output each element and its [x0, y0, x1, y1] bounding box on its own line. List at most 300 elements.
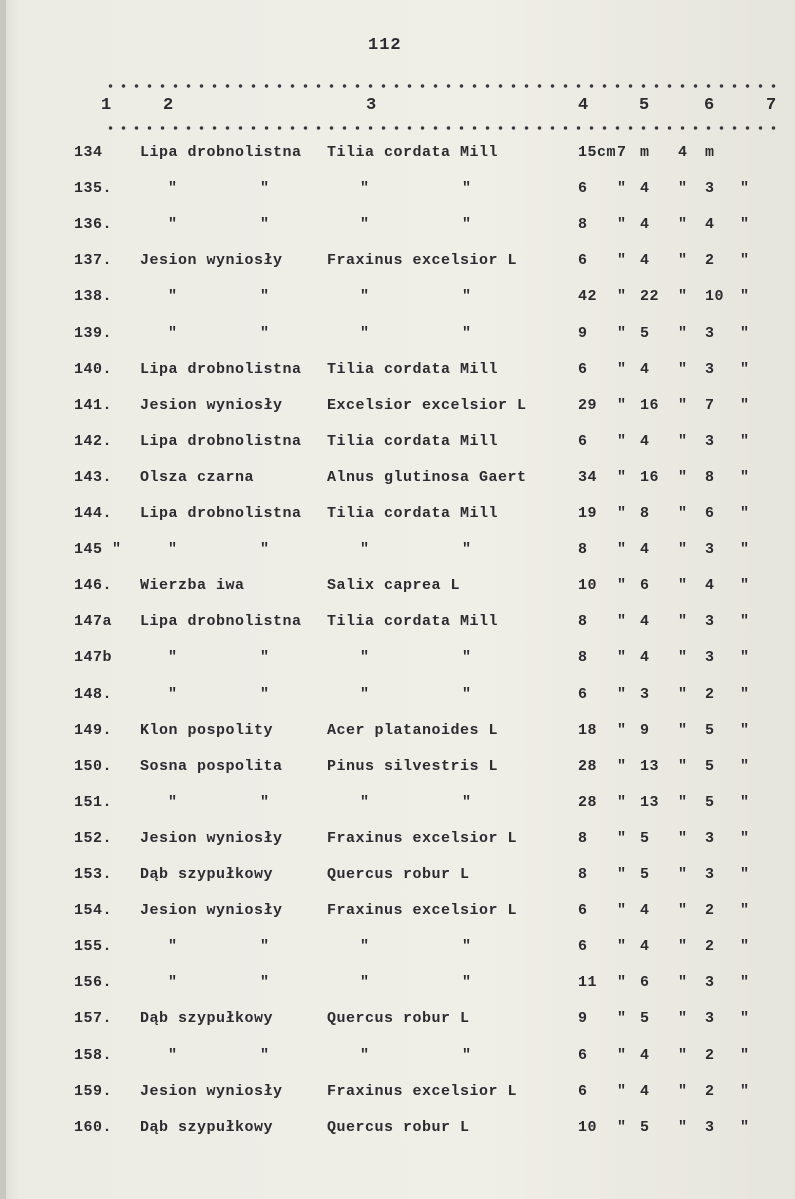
unit-col5: " — [678, 361, 688, 378]
unit-col4: " — [617, 830, 627, 847]
unit-col6: " — [740, 1119, 750, 1136]
value-col4: 19 — [578, 505, 598, 522]
unit-col6: " — [740, 686, 750, 703]
value-col4: 8 — [578, 541, 588, 558]
unit-col5: " — [678, 397, 688, 414]
value-col5: 22 — [640, 288, 660, 305]
value-col4: 8 — [578, 649, 588, 666]
latin-name: Quercus robur L — [327, 1119, 470, 1136]
value-col5: 3 — [640, 686, 650, 703]
unit-col6: " — [740, 469, 750, 486]
value-col5: 5 — [640, 1010, 650, 1027]
polish-name-ditto-2: " — [260, 325, 270, 342]
value-col6: 3 — [705, 866, 715, 883]
unit-col4: " — [617, 288, 627, 305]
entry-number: 136. — [74, 216, 113, 233]
unit-col4: " — [617, 361, 627, 378]
table-row — [0, 938, 795, 968]
dotted-rule-header — [104, 126, 780, 130]
unit-col5: " — [678, 433, 688, 450]
entry-number: 155. — [74, 938, 113, 955]
polish-name-ditto: " — [168, 288, 178, 305]
latin-name: Fraxinus excelsior L — [327, 1083, 518, 1100]
unit-col5: " — [678, 938, 688, 955]
value-col4: 15cm — [578, 144, 617, 161]
unit-col4: " — [617, 649, 627, 666]
value-col5: 8 — [640, 505, 650, 522]
table-row — [0, 974, 795, 1004]
entry-number: 146. — [74, 577, 113, 594]
value-col6: 5 — [705, 722, 715, 739]
unit-col4: " — [617, 1119, 627, 1136]
value-col6: 3 — [705, 1010, 715, 1027]
value-col4: 6 — [578, 433, 588, 450]
latin-name-ditto: " — [360, 794, 370, 811]
latin-name: Quercus robur L — [327, 866, 470, 883]
unit-col4: " — [617, 613, 627, 630]
value-col5: 6 — [640, 974, 650, 991]
latin-name: Fraxinus excelsior L — [327, 830, 518, 847]
unit-col6: " — [740, 505, 750, 522]
unit-col6: " — [740, 649, 750, 666]
latin-name: Tilia cordata Mill — [327, 613, 499, 630]
unit-col4: " — [617, 397, 627, 414]
polish-name: Sosna pospolita — [140, 758, 283, 775]
unit-col6: " — [740, 252, 750, 269]
polish-name: Jesion wyniosły — [140, 397, 283, 414]
value-col4: 6 — [578, 938, 588, 955]
polish-name-ditto-2: " — [260, 974, 270, 991]
value-col5: 5 — [640, 1119, 650, 1136]
table-row — [0, 866, 795, 896]
value-col6: 2 — [705, 902, 715, 919]
unit-col6: " — [740, 1010, 750, 1027]
latin-name-ditto-2: " — [462, 180, 472, 197]
value-col6: 10 — [705, 288, 725, 305]
value-col6: 3 — [705, 830, 715, 847]
entry-number: 141. — [74, 397, 113, 414]
entry-number: 143. — [74, 469, 113, 486]
entry-number: 152. — [74, 830, 113, 847]
unit-col5: " — [678, 758, 688, 775]
value-col4: 8 — [578, 830, 588, 847]
value-col6: 5 — [705, 758, 715, 775]
latin-name-ditto: " — [360, 180, 370, 197]
latin-name: Alnus glutinosa Gaert — [327, 469, 527, 486]
polish-name-ditto-2: " — [260, 938, 270, 955]
dotted-rule-top — [104, 84, 780, 88]
entry-number: 153. — [74, 866, 113, 883]
value-col4: 6 — [578, 361, 588, 378]
value-col6: 2 — [705, 938, 715, 955]
polish-name: Klon pospolity — [140, 722, 274, 739]
value-col4: 8 — [578, 216, 588, 233]
table-row — [0, 722, 795, 752]
unit-col6: " — [740, 794, 750, 811]
unit-col4: " — [617, 541, 627, 558]
value-col4: 6 — [578, 252, 588, 269]
table-row — [0, 1010, 795, 1040]
value-col4: 42 — [578, 288, 598, 305]
entry-number: 150. — [74, 758, 113, 775]
unit-col6: " — [740, 758, 750, 775]
value-col6: 5 — [705, 794, 715, 811]
polish-name: Lipa drobnolistna — [140, 361, 302, 378]
unit-col5: " — [678, 1083, 688, 1100]
table-row — [0, 325, 795, 355]
unit-col4: " — [617, 1010, 627, 1027]
value-col4: 8 — [578, 866, 588, 883]
latin-name-ditto-2: " — [462, 1047, 472, 1064]
value-col4: 6 — [578, 1083, 588, 1100]
unit-col4: " — [617, 794, 627, 811]
unit-col4: " — [617, 1047, 627, 1064]
value-col6: 2 — [705, 252, 715, 269]
column-header-2: 2 — [163, 96, 174, 115]
value-col4: 8 — [578, 613, 588, 630]
unit-col4: " — [617, 1083, 627, 1100]
table-row — [0, 216, 795, 246]
unit-col4: " — [617, 938, 627, 955]
latin-name: Tilia cordata Mill — [327, 433, 499, 450]
unit-col5: " — [678, 252, 688, 269]
table-row — [0, 361, 795, 391]
polish-name-ditto-2: " — [260, 180, 270, 197]
value-col5: 13 — [640, 758, 660, 775]
unit-col5: " — [678, 288, 688, 305]
value-col5: 4 — [640, 216, 650, 233]
polish-name-ditto: " — [168, 1047, 178, 1064]
value-col4: 6 — [578, 686, 588, 703]
unit-col5: " — [678, 1119, 688, 1136]
value-col5: 4 — [640, 541, 650, 558]
entry-number: 158. — [74, 1047, 113, 1064]
table-row — [0, 469, 795, 499]
table-row — [0, 288, 795, 318]
polish-name-ditto: " — [168, 686, 178, 703]
polish-name: Lipa drobnolistna — [140, 144, 302, 161]
value-col5: 4 — [640, 902, 650, 919]
value-col4: 18 — [578, 722, 598, 739]
unit-col5: " — [678, 902, 688, 919]
latin-name: Tilia cordata Mill — [327, 361, 499, 378]
polish-name: Jesion wyniosły — [140, 830, 283, 847]
table-row — [0, 649, 795, 679]
value-col4: 6 — [578, 1047, 588, 1064]
column-header-1: 1 — [101, 96, 112, 115]
unit-col6: " — [740, 361, 750, 378]
latin-name-ditto-2: " — [462, 938, 472, 955]
latin-name-ditto-2: " — [462, 686, 472, 703]
latin-name: Quercus robur L — [327, 1010, 470, 1027]
entry-number: 157. — [74, 1010, 113, 1027]
value-col6: m — [705, 144, 715, 161]
unit-col5: " — [678, 974, 688, 991]
unit-col6: " — [740, 866, 750, 883]
value-col6: 2 — [705, 1047, 715, 1064]
table-row — [0, 180, 795, 210]
unit-col6: " — [740, 1047, 750, 1064]
table-row — [0, 505, 795, 535]
value-col4: 29 — [578, 397, 598, 414]
unit-col6: " — [740, 288, 750, 305]
entry-number: 144. — [74, 505, 113, 522]
unit-col4: " — [617, 325, 627, 342]
entry-number: 148. — [74, 686, 113, 703]
unit-col5: " — [678, 722, 688, 739]
latin-name: Tilia cordata Mill — [327, 144, 499, 161]
value-col5: 4 — [640, 361, 650, 378]
latin-name-ditto: " — [360, 938, 370, 955]
unit-col5: " — [678, 505, 688, 522]
unit-col6: " — [740, 974, 750, 991]
unit-col4: " — [617, 577, 627, 594]
polish-name: Lipa drobnolistna — [140, 613, 302, 630]
latin-name-ditto: " — [360, 216, 370, 233]
table-row — [0, 830, 795, 860]
latin-name-ditto: " — [360, 649, 370, 666]
table-row — [0, 794, 795, 824]
unit-col4: 7 — [617, 144, 627, 161]
value-col6: 4 — [705, 577, 715, 594]
unit-col4: " — [617, 866, 627, 883]
entry-number: 142. — [74, 433, 113, 450]
polish-name: Lipa drobnolistna — [140, 433, 302, 450]
table-row — [0, 541, 795, 571]
value-col4: 6 — [578, 180, 588, 197]
polish-name-ditto-2: " — [260, 216, 270, 233]
unit-col5: " — [678, 866, 688, 883]
unit-col4: " — [617, 216, 627, 233]
entry-number: 149. — [74, 722, 113, 739]
value-col4: 11 — [578, 974, 598, 991]
column-header-7: 7 — [766, 96, 777, 115]
polish-name-ditto: " — [168, 938, 178, 955]
polish-name: Jesion wyniosły — [140, 252, 283, 269]
unit-col5: " — [678, 180, 688, 197]
latin-name-ditto-2: " — [462, 794, 472, 811]
value-col5: 6 — [640, 577, 650, 594]
value-col5: 4 — [640, 433, 650, 450]
value-col5: m — [640, 144, 650, 161]
table-row — [0, 577, 795, 607]
unit-col4: " — [617, 758, 627, 775]
latin-name-ditto: " — [360, 325, 370, 342]
value-col4: 6 — [578, 902, 588, 919]
table-row — [0, 1083, 795, 1113]
polish-name: Wierzba iwa — [140, 577, 245, 594]
entry-number: 151. — [74, 794, 113, 811]
value-col5: 9 — [640, 722, 650, 739]
unit-col6: " — [740, 397, 750, 414]
latin-name-ditto: " — [360, 1047, 370, 1064]
unit-col4: " — [617, 686, 627, 703]
entry-number: 140. — [74, 361, 113, 378]
unit-col5: " — [678, 1010, 688, 1027]
latin-name: Pinus silvestris L — [327, 758, 499, 775]
latin-name: Fraxinus excelsior L — [327, 902, 518, 919]
value-col5: 4 — [640, 1047, 650, 1064]
column-header-3: 3 — [366, 96, 377, 115]
latin-name-ditto: " — [360, 288, 370, 305]
table-row — [0, 1119, 795, 1149]
table-row — [0, 252, 795, 282]
value-col4: 10 — [578, 1119, 598, 1136]
latin-name-ditto: " — [360, 686, 370, 703]
unit-col6: " — [740, 577, 750, 594]
value-col5: 5 — [640, 830, 650, 847]
polish-name-ditto: " — [168, 974, 178, 991]
polish-name: Dąb szypułkowy — [140, 1010, 274, 1027]
value-col5: 4 — [640, 252, 650, 269]
unit-col5: " — [678, 1047, 688, 1064]
entry-number: 135. — [74, 180, 113, 197]
latin-name-ditto-2: " — [462, 974, 472, 991]
entry-number: 156. — [74, 974, 113, 991]
unit-col5: " — [678, 794, 688, 811]
latin-name: Fraxinus excelsior L — [327, 252, 518, 269]
value-col5: 4 — [640, 180, 650, 197]
column-header-4: 4 — [578, 96, 589, 115]
latin-name-ditto-2: " — [462, 649, 472, 666]
value-col6: 2 — [705, 1083, 715, 1100]
polish-name-ditto: " — [168, 649, 178, 666]
table-row — [0, 1047, 795, 1077]
polish-name: Dąb szypułkowy — [140, 1119, 274, 1136]
unit-col4: " — [617, 433, 627, 450]
value-col6: 3 — [705, 1119, 715, 1136]
page-number: 112 — [368, 36, 402, 55]
polish-name-ditto-2: " — [260, 686, 270, 703]
value-col5: 16 — [640, 397, 660, 414]
polish-name-ditto-2: " — [260, 1047, 270, 1064]
unit-col4: " — [617, 974, 627, 991]
polish-name-ditto-2: " — [260, 288, 270, 305]
unit-col5: " — [678, 613, 688, 630]
polish-name: Dąb szypułkowy — [140, 866, 274, 883]
value-col5: 4 — [640, 1083, 650, 1100]
table-row — [0, 397, 795, 427]
polish-name-ditto-2: " — [260, 794, 270, 811]
polish-name-ditto: " — [168, 794, 178, 811]
value-col6: 8 — [705, 469, 715, 486]
entry-number: 147b — [74, 649, 113, 666]
column-header-5: 5 — [639, 96, 650, 115]
latin-name-ditto-2: " — [462, 541, 472, 558]
value-col4: 28 — [578, 794, 598, 811]
value-col6: 4 — [705, 216, 715, 233]
entry-number: 159. — [74, 1083, 113, 1100]
entry-number: 160. — [74, 1119, 113, 1136]
latin-name-ditto-2: " — [462, 288, 472, 305]
value-col4: 9 — [578, 1010, 588, 1027]
value-col4: 34 — [578, 469, 598, 486]
unit-col4: " — [617, 722, 627, 739]
latin-name: Acer platanoides L — [327, 722, 499, 739]
value-col5: 4 — [640, 613, 650, 630]
unit-col5: " — [678, 686, 688, 703]
unit-col4: " — [617, 180, 627, 197]
unit-col5: " — [678, 216, 688, 233]
table-row — [0, 613, 795, 643]
latin-name: Excelsior excelsior L — [327, 397, 527, 414]
entry-number: 145 " — [74, 541, 122, 558]
value-col4: 9 — [578, 325, 588, 342]
latin-name: Tilia cordata Mill — [327, 505, 499, 522]
unit-col5: 4 — [678, 144, 688, 161]
value-col6: 3 — [705, 361, 715, 378]
unit-col5: " — [678, 469, 688, 486]
value-col5: 13 — [640, 794, 660, 811]
entry-number: 138. — [74, 288, 113, 305]
unit-col4: " — [617, 505, 627, 522]
polish-name-ditto: " — [168, 180, 178, 197]
value-col5: 4 — [640, 649, 650, 666]
unit-col5: " — [678, 577, 688, 594]
unit-col4: " — [617, 902, 627, 919]
unit-col4: " — [617, 469, 627, 486]
unit-col5: " — [678, 649, 688, 666]
unit-col4: " — [617, 252, 627, 269]
latin-name: Salix caprea L — [327, 577, 461, 594]
value-col5: 4 — [640, 938, 650, 955]
table-row — [0, 144, 795, 174]
unit-col6: " — [740, 433, 750, 450]
unit-col6: " — [740, 180, 750, 197]
value-col4: 28 — [578, 758, 598, 775]
unit-col5: " — [678, 541, 688, 558]
table-row — [0, 433, 795, 463]
unit-col6: " — [740, 830, 750, 847]
value-col5: 5 — [640, 325, 650, 342]
latin-name-ditto-2: " — [462, 325, 472, 342]
value-col6: 3 — [705, 974, 715, 991]
polish-name-ditto-2: " — [260, 649, 270, 666]
unit-col6: " — [740, 541, 750, 558]
value-col5: 16 — [640, 469, 660, 486]
entry-number: 154. — [74, 902, 113, 919]
polish-name-ditto: " — [168, 325, 178, 342]
latin-name-ditto-2: " — [462, 216, 472, 233]
value-col6: 3 — [705, 649, 715, 666]
entry-number: 137. — [74, 252, 113, 269]
unit-col6: " — [740, 325, 750, 342]
value-col6: 6 — [705, 505, 715, 522]
unit-col6: " — [740, 722, 750, 739]
table-row — [0, 758, 795, 788]
value-col5: 5 — [640, 866, 650, 883]
polish-name: Olsza czarna — [140, 469, 255, 486]
polish-name-ditto-2: " — [260, 541, 270, 558]
table-row — [0, 686, 795, 716]
value-col6: 3 — [705, 325, 715, 342]
table-row — [0, 902, 795, 932]
latin-name-ditto: " — [360, 541, 370, 558]
unit-col6: " — [740, 938, 750, 955]
column-header-6: 6 — [704, 96, 715, 115]
value-col6: 3 — [705, 180, 715, 197]
value-col6: 7 — [705, 397, 715, 414]
unit-col6: " — [740, 216, 750, 233]
value-col6: 3 — [705, 541, 715, 558]
unit-col5: " — [678, 325, 688, 342]
entry-number: 147a — [74, 613, 113, 630]
unit-col6: " — [740, 1083, 750, 1100]
value-col4: 10 — [578, 577, 598, 594]
polish-name-ditto: " — [168, 216, 178, 233]
value-col6: 3 — [705, 613, 715, 630]
polish-name: Jesion wyniosły — [140, 902, 283, 919]
